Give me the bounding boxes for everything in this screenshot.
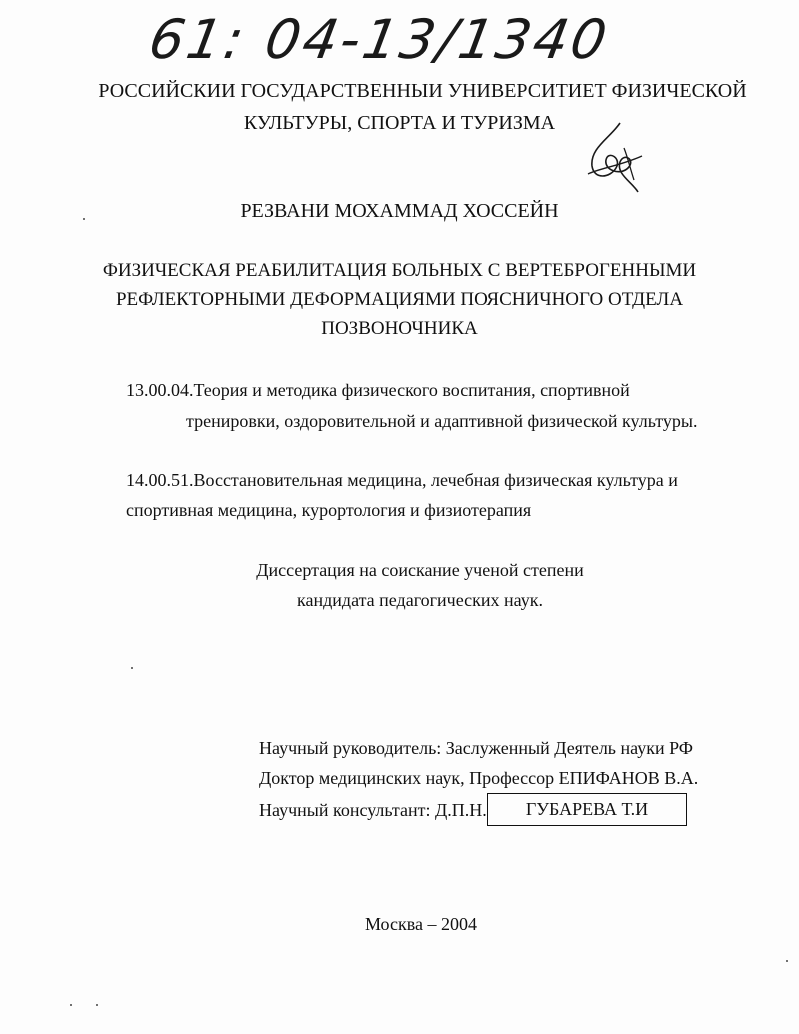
scan-speck [786,960,788,962]
specialty-1-line-2: тренировки, оздоровительной и адаптивной физической культуры. [186,411,698,431]
scientific-consultant-label: Научный консультант: Д.П.Н. [259,800,487,820]
specialty-1-line-1: 13.00.04.Теория и методика физического воспитания, спортивной [126,380,630,400]
scientific-consultant-name-box: ГУБАРЕВА Т.И [487,793,687,826]
degree-statement-line-2: кандидата педагогических наук. [297,590,543,610]
scientific-supervisor-line-2: Доктор медицинских наук, Профессор ЕПИФАНОВ В.А. [259,768,699,788]
scan-speck [83,218,85,220]
university-name-line-2: КУЛЬТУРЫ, СПОРТА И ТУРИЗМА [243,112,556,134]
university-name-line-1: РОССИЙСКИИ ГОСУДАРСТВЕННЫИ УНИВЕРСИТИЕТ ФИЗИЧЕСКОЙ [98,80,747,102]
signature-scribble [580,118,660,198]
scientific-supervisor-line-1: Научный руководитель: Заслуженный Деятель науки РФ [259,738,694,758]
scan-speck [131,667,133,669]
specialty-2-line-2: спортивная медицина, курортология и физиотерапия [126,500,532,520]
dissertation-title-line-1: ФИЗИЧЕСКАЯ РЕАБИЛИТАЦИЯ БОЛЬНЫХ С ВЕРТЕБРОГЕННЫМИ [102,260,697,281]
handwritten-catalog-number: 61: 04-13/1340 [144,8,615,71]
scan-speck [96,1004,98,1006]
specialty-2-line-1: 14.00.51.Восстановительная медицина, лечебная физическая культура и [126,470,678,490]
dissertation-title-line-2: РЕФЛЕКТОРНЫМИ ДЕФОРМАЦИЯМИ ПОЯСНИЧНОГО ОТДЕЛА [115,289,684,310]
degree-statement-line-1: Диссертация на соискание ученой степени [256,560,584,580]
scan-speck [70,1004,72,1006]
city-year: Москва – 2004 [365,914,477,934]
author-name: РЕЗВАНИ МОХАММАД ХОССЕЙН [240,200,559,222]
dissertation-title-line-3: ПОЗВОНОЧНИКА [321,318,478,339]
